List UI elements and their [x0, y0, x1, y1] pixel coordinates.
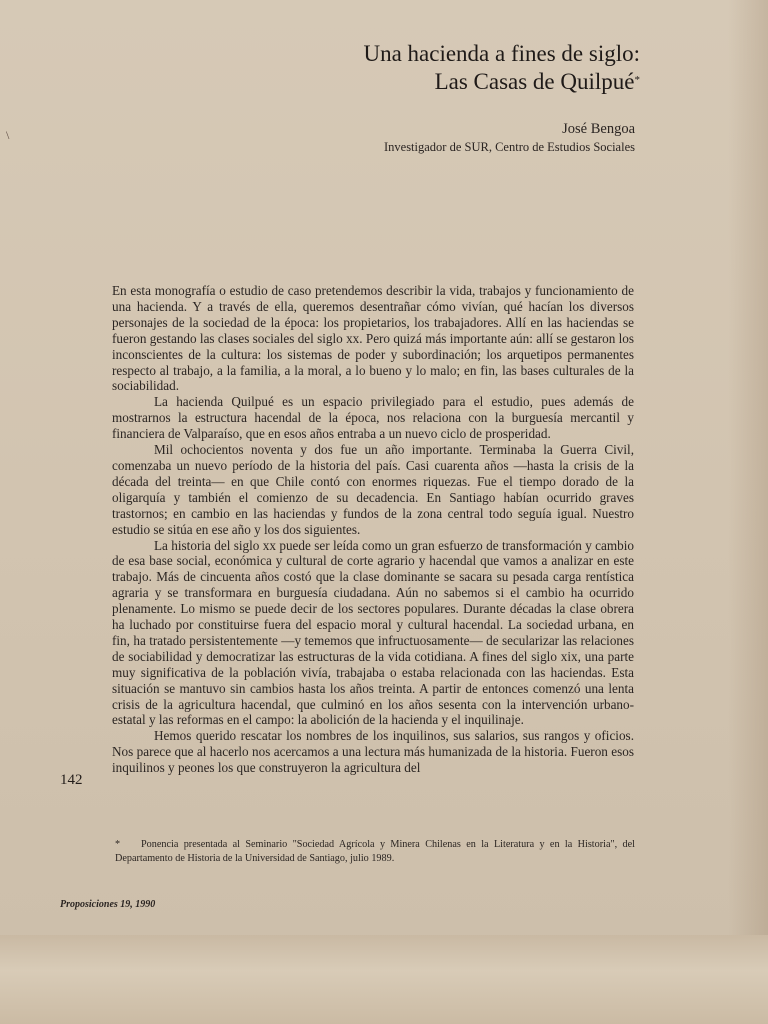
author-name: José Bengoa	[562, 121, 635, 137]
paragraph: La historia del siglo xx puede ser leída como un gran esfuerzo de transformación y cambio de esa base social, económica y cultural de corte agrario y hacendal que vamos a analizar en este trabajo. Más de cincuenta años costó que la clase dominante se sacara su pesada carga rentística agraria y se transformara en burguesía ciudadana. Aún no sabemos si el cambio ha ocurrido plenamente. Lo mismo se puede decir de los sectores populares. Durante décadas la clase obrera ha luchado por constituirse fuera del espacio moral y cultural hacendal. La sociedad urbana, en fin, ha tratado persistentemente —y tememos que infructuosamente— de secularizar las relaciones de sociabilidad y democratizar las estructuras de la vida cotidiana. A fines del siglo xix, una parte muy significativa de la población vivía, trabajaba o estaba relacionada con las haciendas. Esta situación se mantuvo sin cambios hasta los años treinta. A partir de entonces comenzó una lenta crisis de la agricultura hacendal, que culminó en los años sesenta con la intervención urbano-estatal y las reformas en el campo: la abolición de la hacienda y el inquilinaje.	[112, 537, 634, 728]
title-line-2	[240, 68, 640, 96]
paragraph: Hemos querido rescatar los nombres de los inquilinos, sus salarios, sus rangos y oficios. Nos parece que al hacerlo nos acercamos a una lectura más humanizada de la historia. Fueron esos inquilinos y peones los que construyeron la agricultura del	[112, 728, 634, 776]
footnote	[115, 838, 635, 865]
article-body	[112, 283, 634, 776]
paragraph: Mil ochocientos noventa y dos fue un año importante. Terminaba la Guerra Civil, comenzaba un nuevo período de la historia del país. Casi cuarenta años —hasta la crisis de la década del treinta— en que Chile contó con enormes riquezas. Fue el tiempo dorado de la oligarquía y también el comienzo de su decadencia. En Santiago habían ocurrido graves trastornos; en cambio en las haciendas y fundos de la zona central todo seguía igual. Nuestro estudio se sitúa en ese año y los dos siguientes.	[112, 442, 634, 537]
paragraph: En esta monografía o estudio de caso pretendemos describir la vida, trabajos y funcionamiento de una hacienda. Y a través de ella, queremos desentrañar cómo vivían, qué hacían los diversos personajes de la sociedad de la época: los propietarios, los trabajadores. Allí en las haciendas se fueron gestando las clases sociales del siglo xx. Pero quizá más importante aún: allí se gestaron los inconscientes de la cultura: los sistemas de poder y subordinación; los arquetipos permanentes respecto al trabajo, a la familia, a la moral, a lo bueno y lo malo; en fin, las bases culturales de la sociabilidad.	[112, 283, 634, 394]
footnote-text: Ponencia presentada al Seminario "Sociedad Agrícola y Minera Chilenas en la Literatura y en la Historia", del Departamento de Historia de la Universidad de Santiago, julio 1989.	[115, 839, 635, 864]
title-line-2-text: Las Casas de Quilpué	[434, 69, 635, 94]
page-edge-background	[0, 935, 768, 1024]
article-title	[240, 40, 640, 96]
footnote-mark: *	[115, 839, 121, 850]
page-number: 142	[60, 772, 83, 788]
journal-footer: Proposiciones 19, 1990	[60, 899, 156, 910]
title-line-1: Una hacienda a fines de siglo:	[363, 41, 640, 66]
margin-mark: \	[6, 128, 10, 142]
paragraph: La hacienda Quilpué es un espacio privilegiado para el estudio, pues además de mostrarnos la estructura hacendal de la época, nos relaciona con la burguesía mercantil y financiera de Valparaíso, que en esos años entraba a un nuevo ciclo de prosperidad.	[112, 394, 634, 442]
author-affiliation: Investigador de SUR, Centro de Estudios Sociales	[383, 140, 635, 154]
title-footnote-mark: *	[634, 74, 640, 86]
